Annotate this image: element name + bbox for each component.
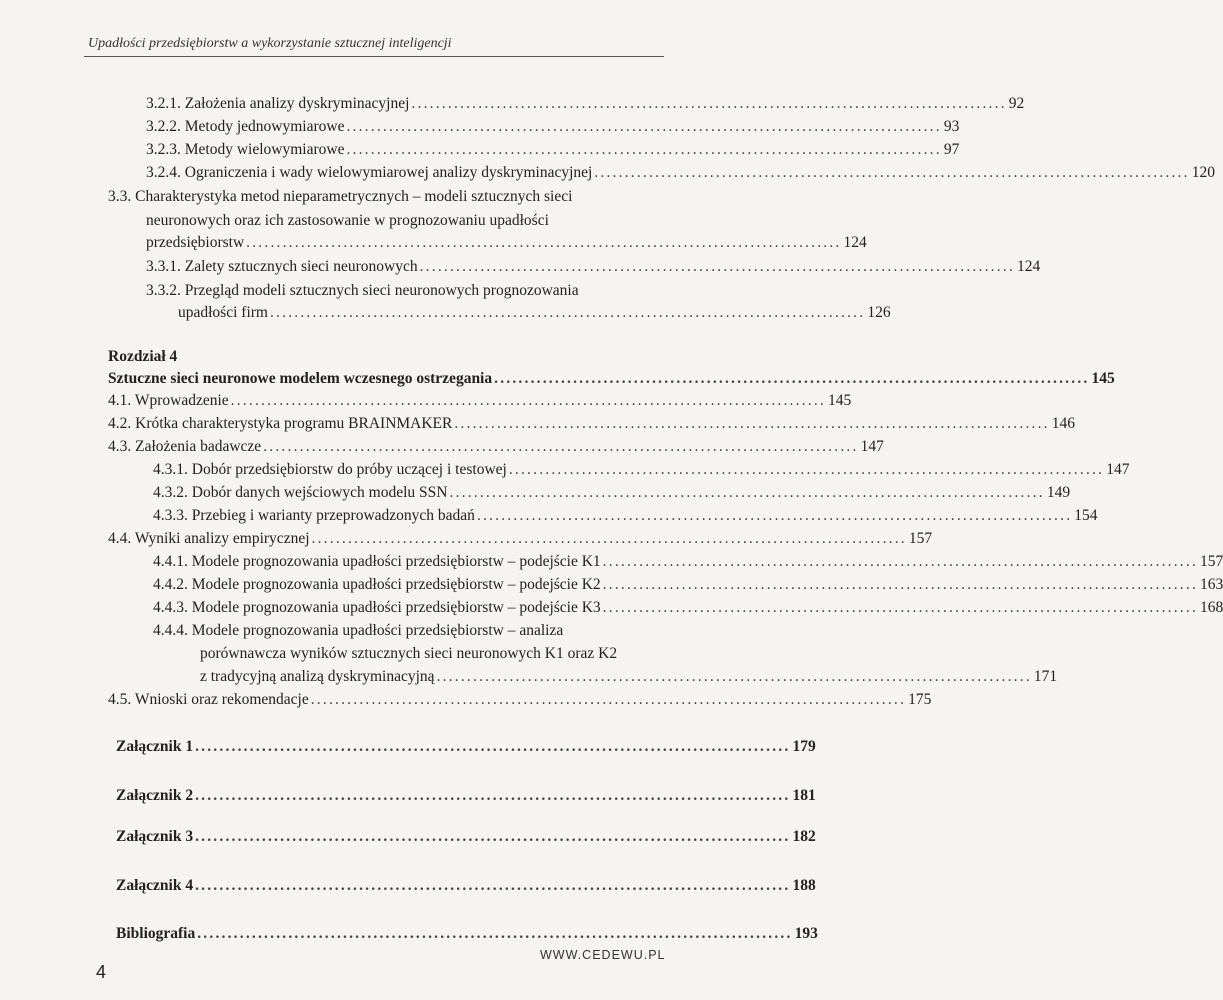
chapter-title-entry xyxy=(108,368,1115,390)
leader-dots: .................................................................................................. xyxy=(602,599,1199,616)
toc-entry-4-4-2 xyxy=(153,574,1223,596)
leader-dots: .................................................................................................. xyxy=(602,553,1199,570)
toc-entry-page: 145 xyxy=(828,392,852,409)
leader-dots: .................................................................................................. xyxy=(346,118,942,135)
toc-entry-text: Załącznik 1 xyxy=(116,738,194,755)
leader-dots: .................................................................................................. xyxy=(411,95,1007,112)
leader-dots: .................................................................................................. xyxy=(436,668,1032,685)
toc-entry-text: Załącznik 3 xyxy=(116,828,194,845)
toc-entry-3-3-line1: 3.3. Charakterystyka metod nieparametrycznych – modeli sztucznych sieci xyxy=(108,188,573,205)
toc-entry-page: 182 xyxy=(792,828,816,845)
leader-dots: .................................................................................................. xyxy=(419,258,1015,275)
toc-entry-page: 181 xyxy=(792,787,816,804)
toc-entry-page: 157 xyxy=(908,530,933,547)
leader-dots: .................................................................................................. xyxy=(310,691,907,708)
leader-dots: .................................................................................................. xyxy=(594,164,1190,181)
toc-entry-text: 4.3.1. Dobór przedsiębiorstw do próby uczącej i testowej xyxy=(153,461,507,478)
leader-dots: .................................................................................................. xyxy=(346,141,942,158)
leader-dots: .................................................................................................. xyxy=(311,530,907,547)
toc-entry-page: 149 xyxy=(1046,484,1071,501)
leader-dots: .................................................................................................. xyxy=(246,234,842,251)
toc-entry-page: 147 xyxy=(1106,461,1130,478)
leader-dots: .................................................................................................. xyxy=(494,370,1090,387)
toc-entry-page: 124 xyxy=(1016,258,1041,275)
toc-entry-3-3-1 xyxy=(146,256,1041,278)
toc-entry-text: Załącznik 2 xyxy=(116,787,194,804)
leader-dots: .................................................................................................. xyxy=(476,507,1073,524)
chapter-title: Sztuczne sieci neuronowe modelem wczesnego ostrzegania xyxy=(108,370,493,387)
toc-entry-page: 171 xyxy=(1033,668,1058,685)
toc-entry-4-3 xyxy=(108,436,884,458)
toc-entry-3-2-2 xyxy=(146,116,960,138)
chapter-label: Rozdział 4 xyxy=(108,348,178,365)
toc-entry-text: przedsiębiorstw xyxy=(146,234,245,251)
leader-dots: .................................................................................................. xyxy=(195,787,791,804)
leader-dots: .................................................................................................. xyxy=(269,304,866,321)
toc-entry-page: 92 xyxy=(1008,95,1025,112)
toc-entry-4-1 xyxy=(108,390,852,412)
toc-entry-page: 175 xyxy=(908,691,932,708)
toc-entry-4-2 xyxy=(108,413,1075,435)
toc-entry-text: 4.4.1. Modele prognozowania upadłości przedsiębiorstw – podejście K1 xyxy=(153,553,601,570)
toc-entry-4-4 xyxy=(108,528,933,550)
toc-entry-3-3 xyxy=(146,232,867,254)
leader-dots: .................................................................................................. xyxy=(195,828,791,845)
toc-entry-3-3-2 xyxy=(178,302,891,324)
toc-entry-4-5 xyxy=(108,689,932,711)
toc-entry-text: 4.1. Wprowadzenie xyxy=(108,392,229,409)
toc-entry-page: 145 xyxy=(1091,370,1115,387)
toc-entry-page: 146 xyxy=(1051,415,1075,432)
toc-entry-4-4-1 xyxy=(153,551,1223,573)
toc-entry-text: 3.2.4. Ograniczenia i wady wielowymiarowej analizy dyskryminacyjnej xyxy=(146,164,593,181)
toc-entry-text: 4.5. Wnioski oraz rekomendacje xyxy=(108,691,309,708)
toc-entry-text: 4.3.3. Przebieg i warianty przeprowadzonych badań xyxy=(153,507,475,524)
toc-entry-page: 193 xyxy=(794,925,818,942)
toc-entry-3-2-1 xyxy=(146,93,1025,115)
toc-entry-text: 3.2.2. Metody jednowymiarowe xyxy=(146,118,345,135)
leader-dots: .................................................................................................. xyxy=(602,576,1199,593)
toc-entry-zalacznik-4 xyxy=(116,875,816,897)
toc-entry-4-3-2 xyxy=(153,482,1071,504)
toc-entry-text: 4.4. Wyniki analizy empirycznej xyxy=(108,530,310,547)
toc-entry-page: 157 xyxy=(1200,553,1223,570)
toc-entry-page: 163 xyxy=(1200,576,1223,593)
running-header: Upadłości przedsiębiorstw a wykorzystanie sztucznej inteligencji xyxy=(88,36,452,51)
toc-entry-bibliografia xyxy=(116,923,818,945)
toc-entry-page: 188 xyxy=(792,877,816,894)
toc-entry-4-4-4-line2: porównawcza wyników sztucznych sieci neuronowych K1 oraz K2 xyxy=(200,645,618,662)
toc-entry-text: Załącznik 4 xyxy=(116,877,194,894)
toc-entry-3-2-4 xyxy=(146,162,1215,184)
toc-entry-text: z tradycyjną analizą dyskryminacyjną xyxy=(200,668,435,685)
toc-entry-text: 4.4.2. Modele prognozowania upadłości przedsiębiorstw – podejście K2 xyxy=(153,576,601,593)
toc-entry-text: 3.3.1. Zalety sztucznych sieci neuronowych xyxy=(146,258,418,275)
toc-entry-page: 120 xyxy=(1191,164,1215,181)
toc-entry-text: 3.2.3. Metody wielowymiarowe xyxy=(146,141,345,158)
toc-entry-3-3-line2: neuronowych oraz ich zastosowanie w prognozowaniu upadłości xyxy=(146,212,549,229)
toc-entry-page: 168 xyxy=(1200,599,1223,616)
publisher-website: WWW.CEDEWU.PL xyxy=(540,948,666,962)
toc-entry-page: 154 xyxy=(1074,507,1098,524)
toc-entry-text: 4.2. Krótka charakterystyka programu BRAINMAKER xyxy=(108,415,453,432)
toc-entry-zalacznik-3 xyxy=(116,826,816,848)
toc-entry-4-3-1 xyxy=(153,459,1130,481)
toc-entry-3-2-3 xyxy=(146,139,960,161)
toc-entry-text: 3.2.1. Założenia analizy dyskryminacyjnej xyxy=(146,95,410,112)
leader-dots: .................................................................................................. xyxy=(454,415,1050,432)
toc-entry-zalacznik-1 xyxy=(116,736,816,758)
leader-dots: .................................................................................................. xyxy=(508,461,1105,478)
toc-entry-zalacznik-2 xyxy=(116,785,816,807)
toc-entry-page: 126 xyxy=(867,304,891,321)
toc-entry-page: 124 xyxy=(843,234,867,251)
toc-entry-text: 4.3.2. Dobór danych wejściowych modelu SSN xyxy=(153,484,448,501)
toc-entry-page: 179 xyxy=(792,738,816,755)
toc-entry-text: upadłości firm xyxy=(178,304,268,321)
toc-entry-text: Bibliografia xyxy=(116,925,196,942)
toc-entry-text: 4.4.3. Modele prognozowania upadłości przedsiębiorstw – podejście K3 xyxy=(153,599,601,616)
leader-dots: .................................................................................................. xyxy=(195,738,791,755)
page-number: 4 xyxy=(96,962,107,982)
leader-dots: .................................................................................................. xyxy=(230,392,827,409)
toc-entry-page: 147 xyxy=(860,438,884,455)
leader-dots: .................................................................................................. xyxy=(263,438,859,455)
toc-entry-3-3-2-line1: 3.3.2. Przegląd modeli sztucznych sieci neuronowych prognozowania xyxy=(146,282,579,299)
toc-entry-page: 93 xyxy=(943,118,960,135)
leader-dots: .................................................................................................. xyxy=(449,484,1045,501)
toc-entry-text: 4.3. Założenia badawcze xyxy=(108,438,262,455)
leader-dots: .................................................................................................. xyxy=(197,925,793,942)
toc-entry-4-4-3 xyxy=(153,597,1223,619)
toc-entry-page: 97 xyxy=(943,141,960,158)
toc-entry-4-4-4-line1: 4.4.4. Modele prognozowania upadłości przedsiębiorstw – analiza xyxy=(153,622,564,639)
toc-entry-4-3-3 xyxy=(153,505,1098,527)
leader-dots: .................................................................................................. xyxy=(195,877,791,894)
toc-entry-4-4-4 xyxy=(200,666,1058,688)
